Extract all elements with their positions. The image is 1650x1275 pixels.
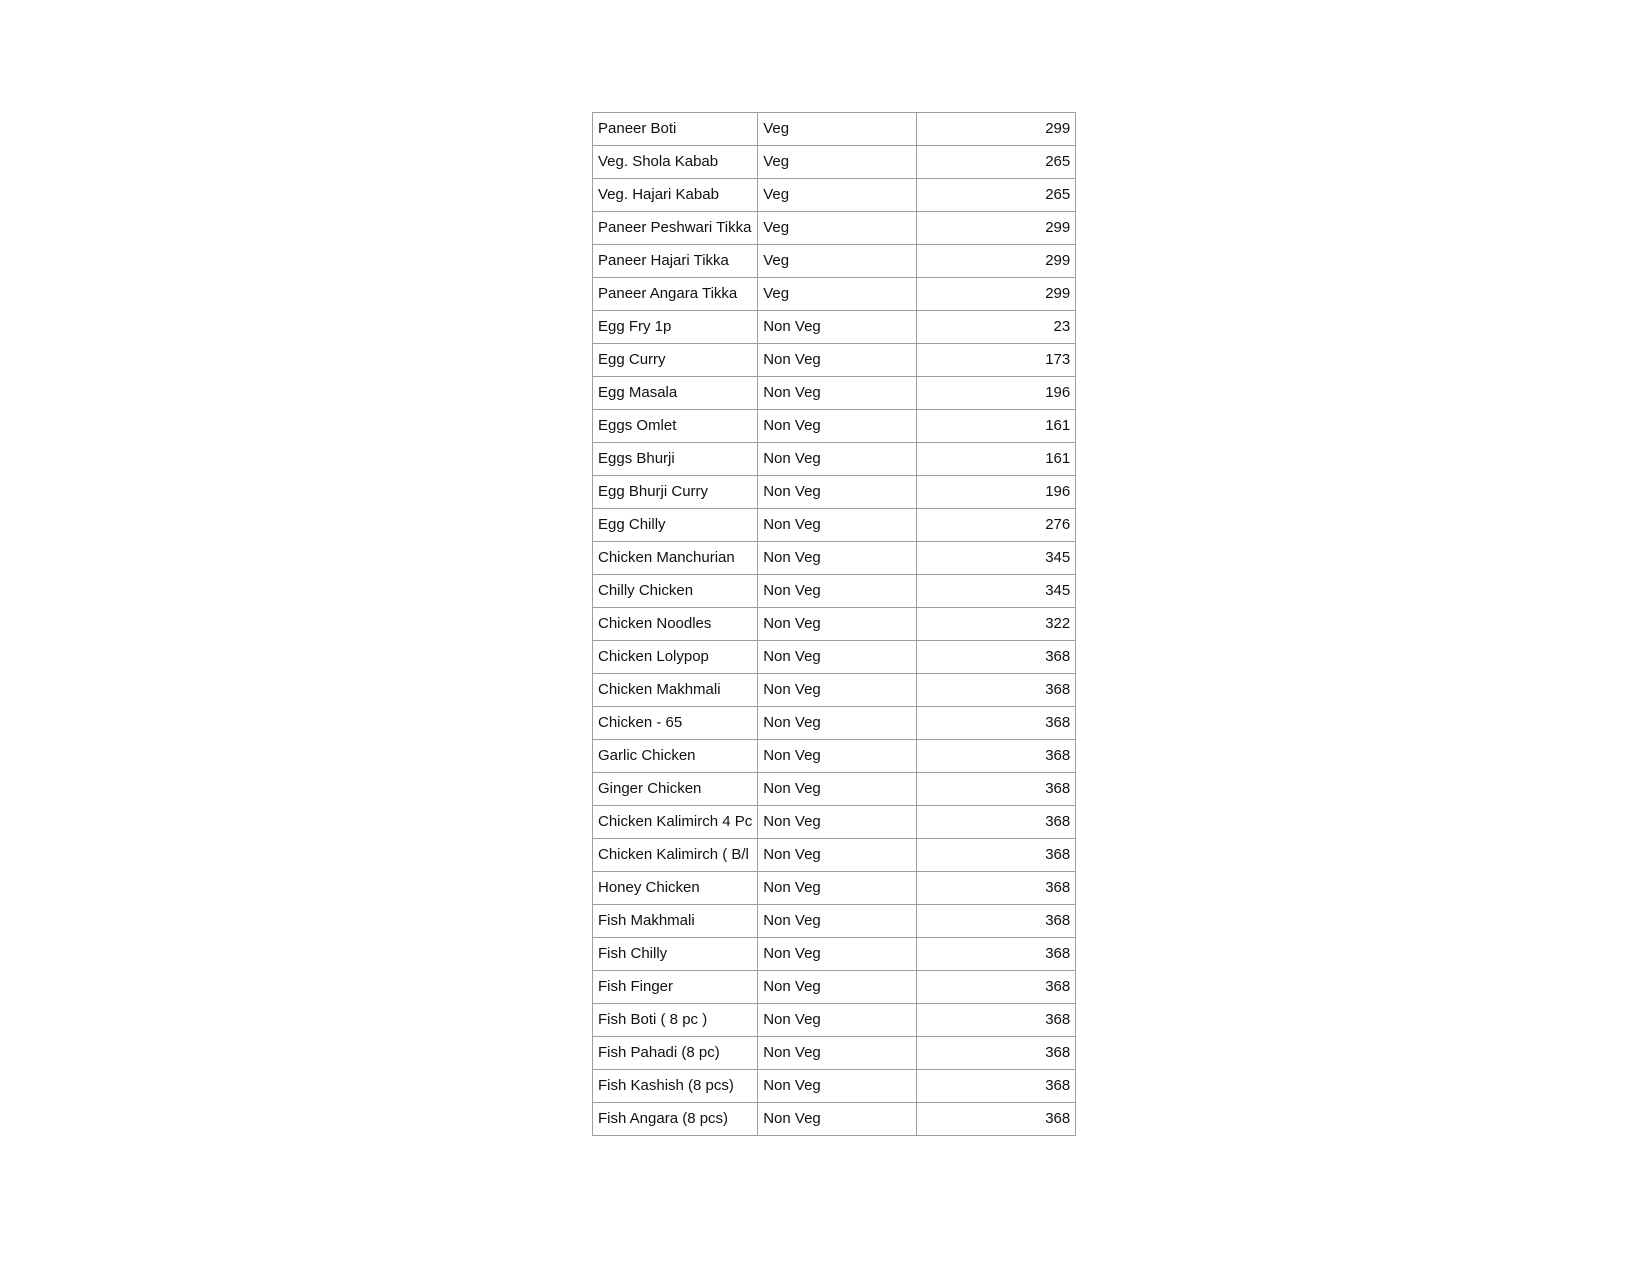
item-name-cell: Garlic Chicken	[593, 740, 758, 773]
item-name-cell: Egg Curry	[593, 344, 758, 377]
item-name-cell: Eggs Bhurji	[593, 443, 758, 476]
item-type-cell: Veg	[758, 179, 917, 212]
table-row	[593, 146, 1076, 179]
menu-table	[592, 112, 1076, 1136]
item-name-cell: Chicken Kalimirch ( B/l	[593, 839, 758, 872]
item-price-cell: 368	[917, 806, 1076, 839]
item-type-cell: Non Veg	[758, 377, 917, 410]
item-type-cell: Non Veg	[758, 542, 917, 575]
table-row	[593, 608, 1076, 641]
item-price-cell: 368	[917, 971, 1076, 1004]
item-price-cell: 368	[917, 1037, 1076, 1070]
item-price-cell: 299	[917, 278, 1076, 311]
table-row	[593, 344, 1076, 377]
item-price-cell: 322	[917, 608, 1076, 641]
item-price-cell: 368	[917, 641, 1076, 674]
item-price-cell: 368	[917, 1070, 1076, 1103]
table-row	[593, 245, 1076, 278]
item-type-cell: Non Veg	[758, 1037, 917, 1070]
item-name-cell: Chilly Chicken	[593, 575, 758, 608]
item-price-cell: 368	[917, 740, 1076, 773]
item-price-cell: 368	[917, 773, 1076, 806]
item-name-cell: Chicken - 65	[593, 707, 758, 740]
item-name-cell: Veg. Shola Kabab	[593, 146, 758, 179]
item-price-cell: 368	[917, 707, 1076, 740]
item-name-cell: Fish Boti ( 8 pc )	[593, 1004, 758, 1037]
item-name-cell: Egg Fry 1p	[593, 311, 758, 344]
item-type-cell: Veg	[758, 113, 917, 146]
item-price-cell: 345	[917, 575, 1076, 608]
item-type-cell: Non Veg	[758, 707, 917, 740]
table-row	[593, 938, 1076, 971]
table-row	[593, 872, 1076, 905]
table-row	[593, 641, 1076, 674]
item-name-cell: Fish Makhmali	[593, 905, 758, 938]
item-type-cell: Non Veg	[758, 839, 917, 872]
item-name-cell: Fish Kashish (8 pcs)	[593, 1070, 758, 1103]
item-name-cell: Chicken Noodles	[593, 608, 758, 641]
item-name-cell: Fish Pahadi (8 pc)	[593, 1037, 758, 1070]
item-price-cell: 23	[917, 311, 1076, 344]
item-type-cell: Non Veg	[758, 872, 917, 905]
item-price-cell: 368	[917, 938, 1076, 971]
table-row	[593, 278, 1076, 311]
item-price-cell: 161	[917, 443, 1076, 476]
table-row	[593, 509, 1076, 542]
item-type-cell: Veg	[758, 278, 917, 311]
item-price-cell: 265	[917, 179, 1076, 212]
item-name-cell: Honey Chicken	[593, 872, 758, 905]
item-price-cell: 299	[917, 113, 1076, 146]
item-type-cell: Non Veg	[758, 1004, 917, 1037]
table-row	[593, 740, 1076, 773]
table-row	[593, 575, 1076, 608]
item-type-cell: Veg	[758, 212, 917, 245]
item-price-cell: 196	[917, 476, 1076, 509]
item-price-cell: 368	[917, 905, 1076, 938]
item-price-cell: 345	[917, 542, 1076, 575]
item-price-cell: 161	[917, 410, 1076, 443]
table-row	[593, 1103, 1076, 1136]
item-type-cell: Non Veg	[758, 905, 917, 938]
item-name-cell: Paneer Peshwari Tikka	[593, 212, 758, 245]
table-row	[593, 212, 1076, 245]
item-type-cell: Non Veg	[758, 1103, 917, 1136]
item-price-cell: 299	[917, 245, 1076, 278]
item-type-cell: Non Veg	[758, 773, 917, 806]
table-row	[593, 707, 1076, 740]
table-row	[593, 476, 1076, 509]
table-row	[593, 1004, 1076, 1037]
table-row	[593, 674, 1076, 707]
item-name-cell: Egg Chilly	[593, 509, 758, 542]
item-type-cell: Non Veg	[758, 806, 917, 839]
table-row	[593, 773, 1076, 806]
item-type-cell: Non Veg	[758, 1070, 917, 1103]
item-name-cell: Fish Angara (8 pcs)	[593, 1103, 758, 1136]
item-type-cell: Non Veg	[758, 971, 917, 1004]
item-price-cell: 368	[917, 1004, 1076, 1037]
item-name-cell: Paneer Angara Tikka	[593, 278, 758, 311]
item-name-cell: Veg. Hajari Kabab	[593, 179, 758, 212]
item-price-cell: 276	[917, 509, 1076, 542]
table-row	[593, 443, 1076, 476]
item-price-cell: 368	[917, 674, 1076, 707]
item-type-cell: Non Veg	[758, 740, 917, 773]
item-type-cell: Non Veg	[758, 938, 917, 971]
item-name-cell: Chicken Kalimirch 4 Pc	[593, 806, 758, 839]
table-row	[593, 542, 1076, 575]
table-row	[593, 113, 1076, 146]
item-name-cell: Chicken Manchurian	[593, 542, 758, 575]
item-price-cell: 368	[917, 872, 1076, 905]
item-price-cell: 299	[917, 212, 1076, 245]
table-row	[593, 971, 1076, 1004]
item-name-cell: Eggs Omlet	[593, 410, 758, 443]
item-name-cell: Egg Bhurji Curry	[593, 476, 758, 509]
item-type-cell: Non Veg	[758, 443, 917, 476]
item-type-cell: Non Veg	[758, 641, 917, 674]
item-name-cell: Ginger Chicken	[593, 773, 758, 806]
item-price-cell: 368	[917, 839, 1076, 872]
item-name-cell: Fish Finger	[593, 971, 758, 1004]
item-name-cell: Chicken Lolypop	[593, 641, 758, 674]
item-type-cell: Non Veg	[758, 509, 917, 542]
table-row	[593, 377, 1076, 410]
item-name-cell: Paneer Hajari Tikka	[593, 245, 758, 278]
table-row	[593, 806, 1076, 839]
item-price-cell: 173	[917, 344, 1076, 377]
item-price-cell: 368	[917, 1103, 1076, 1136]
table-row	[593, 179, 1076, 212]
menu-table-body	[593, 113, 1076, 1136]
item-price-cell: 196	[917, 377, 1076, 410]
item-type-cell: Non Veg	[758, 344, 917, 377]
table-row	[593, 905, 1076, 938]
item-type-cell: Veg	[758, 146, 917, 179]
item-type-cell: Non Veg	[758, 608, 917, 641]
item-price-cell: 265	[917, 146, 1076, 179]
item-name-cell: Egg Masala	[593, 377, 758, 410]
table-row	[593, 839, 1076, 872]
table-row	[593, 1037, 1076, 1070]
item-name-cell: Fish Chilly	[593, 938, 758, 971]
item-type-cell: Non Veg	[758, 476, 917, 509]
item-type-cell: Non Veg	[758, 311, 917, 344]
item-type-cell: Veg	[758, 245, 917, 278]
item-type-cell: Non Veg	[758, 575, 917, 608]
item-name-cell: Chicken Makhmali	[593, 674, 758, 707]
table-row	[593, 410, 1076, 443]
table-row	[593, 311, 1076, 344]
item-type-cell: Non Veg	[758, 674, 917, 707]
table-row	[593, 1070, 1076, 1103]
item-name-cell: Paneer Boti	[593, 113, 758, 146]
item-type-cell: Non Veg	[758, 410, 917, 443]
